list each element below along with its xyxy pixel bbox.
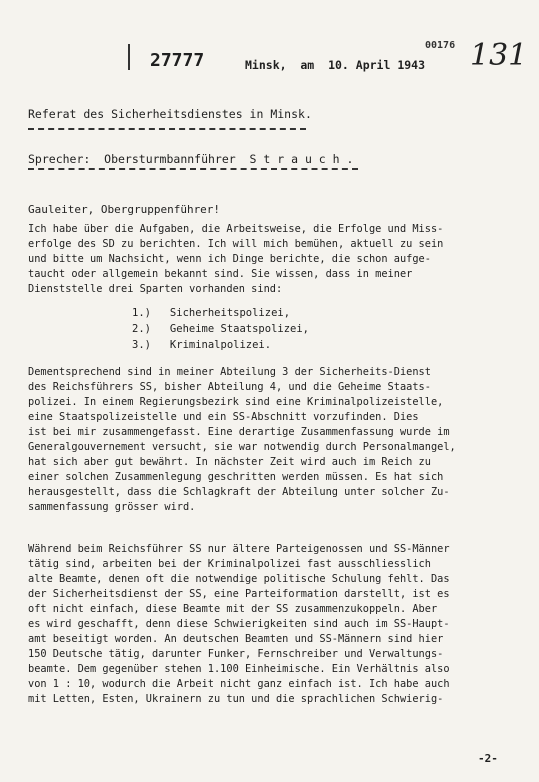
referat-underline [28, 128, 306, 130]
department-list [132, 305, 309, 353]
text-line: oft nicht einfach, diese Beamte mit der SS zusammenzukoppeln. Aber [28, 603, 438, 615]
text-line: von 1 : 10, wodurch die Arbeit nicht ganz einfach ist. Ich habe auch [28, 678, 450, 690]
referat-heading: Referat des Sicherheitsdienstes in Minsk. [28, 107, 312, 121]
speaker-underline [28, 168, 358, 170]
paragraph-personnel [28, 542, 508, 707]
speaker-line: Sprecher: Obersturmbannführer S t r a u c h . [28, 152, 354, 166]
text-line: mit Letten, Esten, Ukrainern zu tun und die sprachlichen Schwierig- [28, 693, 444, 705]
text-line: herausgestellt, dass die Schlagkraft der Abteilung unter solcher Zu- [28, 486, 450, 498]
text-line: Während beim Reichsführer SS nur ältere Parteigenossen und SS-Männer [28, 543, 450, 555]
handwritten-number: 131 [470, 38, 528, 73]
text-line: der Sicherheitsdienst der SS, eine Parteiformation darstellt, ist es [28, 588, 450, 600]
text-line: einer solchen Zusammenlegung geschritten werden müssen. Es hat sich [28, 471, 444, 483]
text-line: des Reichsführers SS, bisher Abteilung 4, und die Geheime Staats- [28, 381, 431, 393]
page-number: -2- [478, 752, 498, 765]
text-line: es wird geschafft, denn diese Schwierigkeiten sind auch im SS-Haupt- [28, 618, 450, 630]
text-line: Dementsprechend sind in meiner Abteilung 3 der Sicherheits-Dienst [28, 366, 431, 378]
text-line: sammenfassung grösser wird. [28, 501, 196, 513]
text-line: tätig sind, arbeiten bei der Kriminalpolizei fast ausschliesslich [28, 558, 431, 570]
text-line: Ich habe über die Aufgaben, die Arbeitsweise, die Erfolge und Miss- [28, 223, 444, 235]
text-line: taucht oder allgemein bekannt sind. Sie wissen, dass in meiner [28, 268, 413, 280]
list-item: 1.) Sicherheitspolizei, [132, 307, 291, 319]
list-item: 3.) Kriminalpolizei. [132, 339, 272, 351]
date-line: Minsk, am 10. April 1943 [245, 58, 426, 72]
text-line: erfolge des SD zu berichten. Ich will mich bemühen, aktuell zu sein [28, 238, 444, 250]
text-line: eine Staatspolizeistelle und ein SS-Abschnitt vorzufinden. Dies [28, 411, 419, 423]
document-number: 27777 [150, 50, 205, 71]
text-line: amt beseitigt worden. An deutschen Beamten und SS-Männern sind hier [28, 633, 444, 645]
text-line: alte Beamte, denen oft die notwendige politische Schulung fehlt. Das [28, 573, 450, 585]
text-line: 150 Deutsche tätig, darunter Funker, Fernschreiber und Verwaltungs- [28, 648, 444, 660]
paragraph-intro [28, 222, 508, 297]
text-line: Generalgouvernement versucht, sie war notwendig durch Personalmangel, [28, 441, 456, 453]
text-line: hat sich aber gut bewährt. In nächster Zeit wird auch im Reich zu [28, 456, 431, 468]
text-line: polizei. In einem Regierungsbezirk sind eine Kriminalpolizeistelle, [28, 396, 444, 408]
stamp-number: 00176 [425, 40, 456, 51]
list-item: 2.) Geheime Staatspolizei, [132, 323, 310, 335]
text-line: und bitte um Nachsicht, wenn ich Dinge berichte, die schon aufge- [28, 253, 431, 265]
text-line: ist bei mir zusammengefasst. Eine derartige Zusammenfassung wurde im [28, 426, 450, 438]
paragraph-organisation [28, 365, 508, 515]
text-line: Dienststelle drei Sparten vorhanden sind: [28, 283, 283, 295]
text-line: beamte. Dem gegenüber stehen 1.100 Einheimische. Ein Verhältnis also [28, 663, 450, 675]
margin-bar [128, 44, 130, 70]
greeting: Gauleiter, Obergruppenführer! [28, 203, 221, 216]
